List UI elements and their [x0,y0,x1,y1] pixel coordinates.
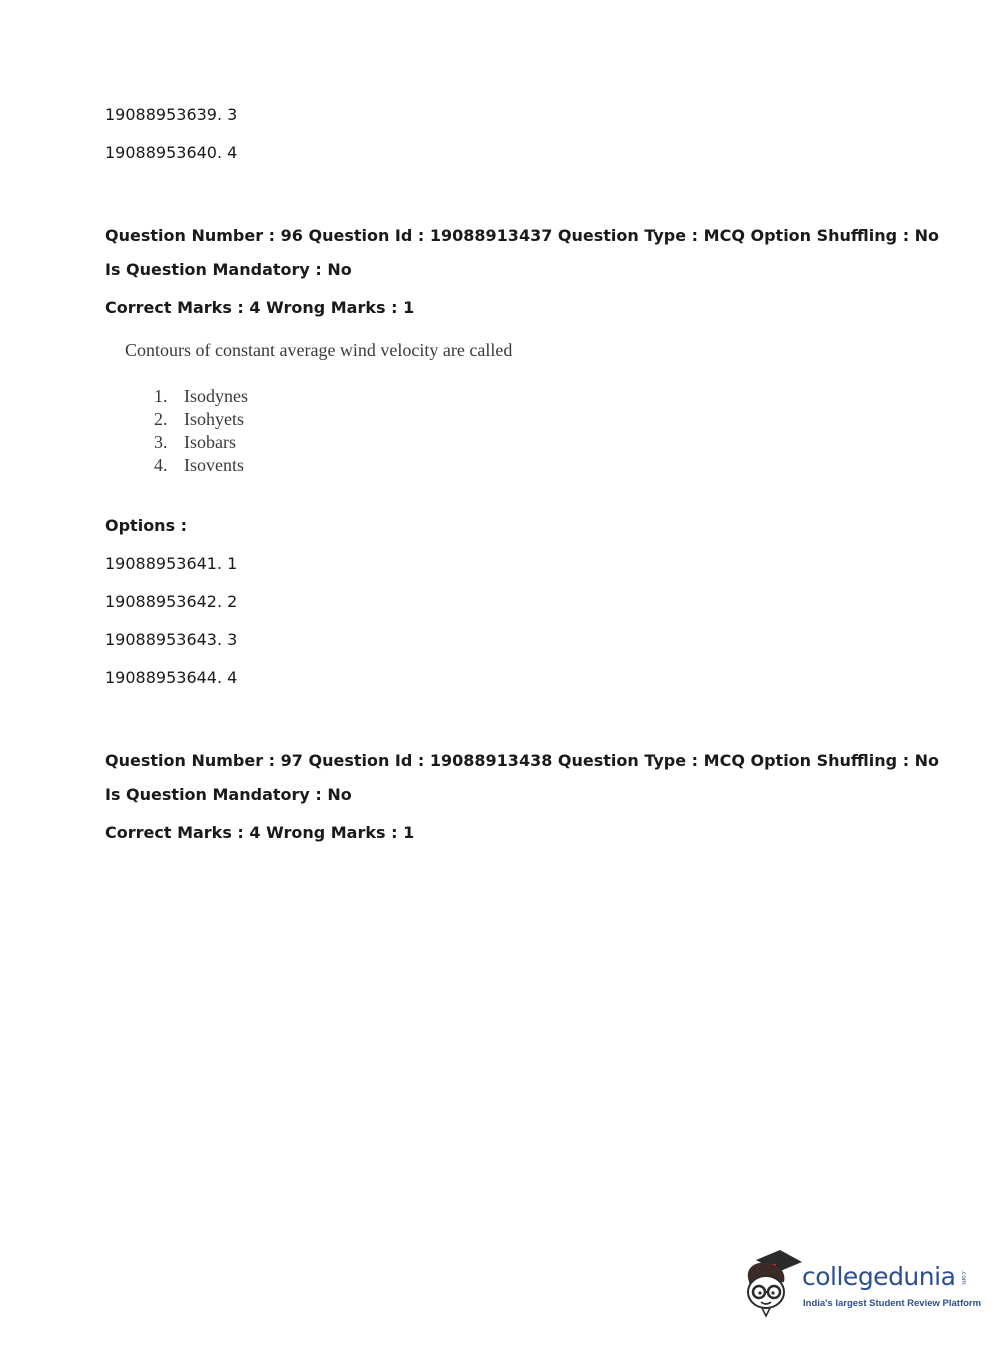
choice-text: Isobars [184,432,236,452]
choice-item [154,431,248,454]
logo-suffix: .com [960,1270,967,1285]
choice-item [154,454,248,477]
choice-number: 4. [154,455,168,475]
choice-text: Isodynes [184,386,248,406]
option-row: 19088953639. 3 [105,105,238,124]
question-97-mandatory: Is Question Mandatory : No [105,785,352,804]
choice-item [154,408,248,431]
question-96-mandatory: Is Question Mandatory : No [105,260,352,279]
option-row: 19088953640. 4 [105,143,238,162]
question-96-header: Question Number : 96 Question Id : 19088913437 Question Type : MCQ Option Shuffling : No [105,226,940,245]
question-96-text: Contours of constant average wind velocity are called [125,340,513,360]
mascot-icon [742,1248,804,1318]
option-row: 19088953643. 3 [105,630,238,649]
option-row: 19088953641. 1 [105,554,238,573]
choice-item [154,385,248,408]
question-97-header: Question Number : 97 Question Id : 19088913438 Question Type : MCQ Option Shuffling : No [105,751,940,770]
option-row: 19088953644. 4 [105,668,238,687]
options-label: Options : [105,516,188,535]
choice-text: Isovents [184,455,244,475]
option-row: 19088953642. 2 [105,592,238,611]
choice-number: 3. [154,432,168,452]
choice-number: 2. [154,409,168,429]
question-96-marks: Correct Marks : 4 Wrong Marks : 1 [105,298,415,317]
logo-tagline: India's largest Student Review Platform [803,1298,982,1309]
choice-text: Isohyets [184,409,244,429]
question-96-choices [154,385,248,477]
choice-number: 1. [154,386,168,406]
logo-wordmark: collegedunia [802,1262,956,1291]
question-97-marks: Correct Marks : 4 Wrong Marks : 1 [105,823,415,842]
collegedunia-logo [742,1248,982,1318]
